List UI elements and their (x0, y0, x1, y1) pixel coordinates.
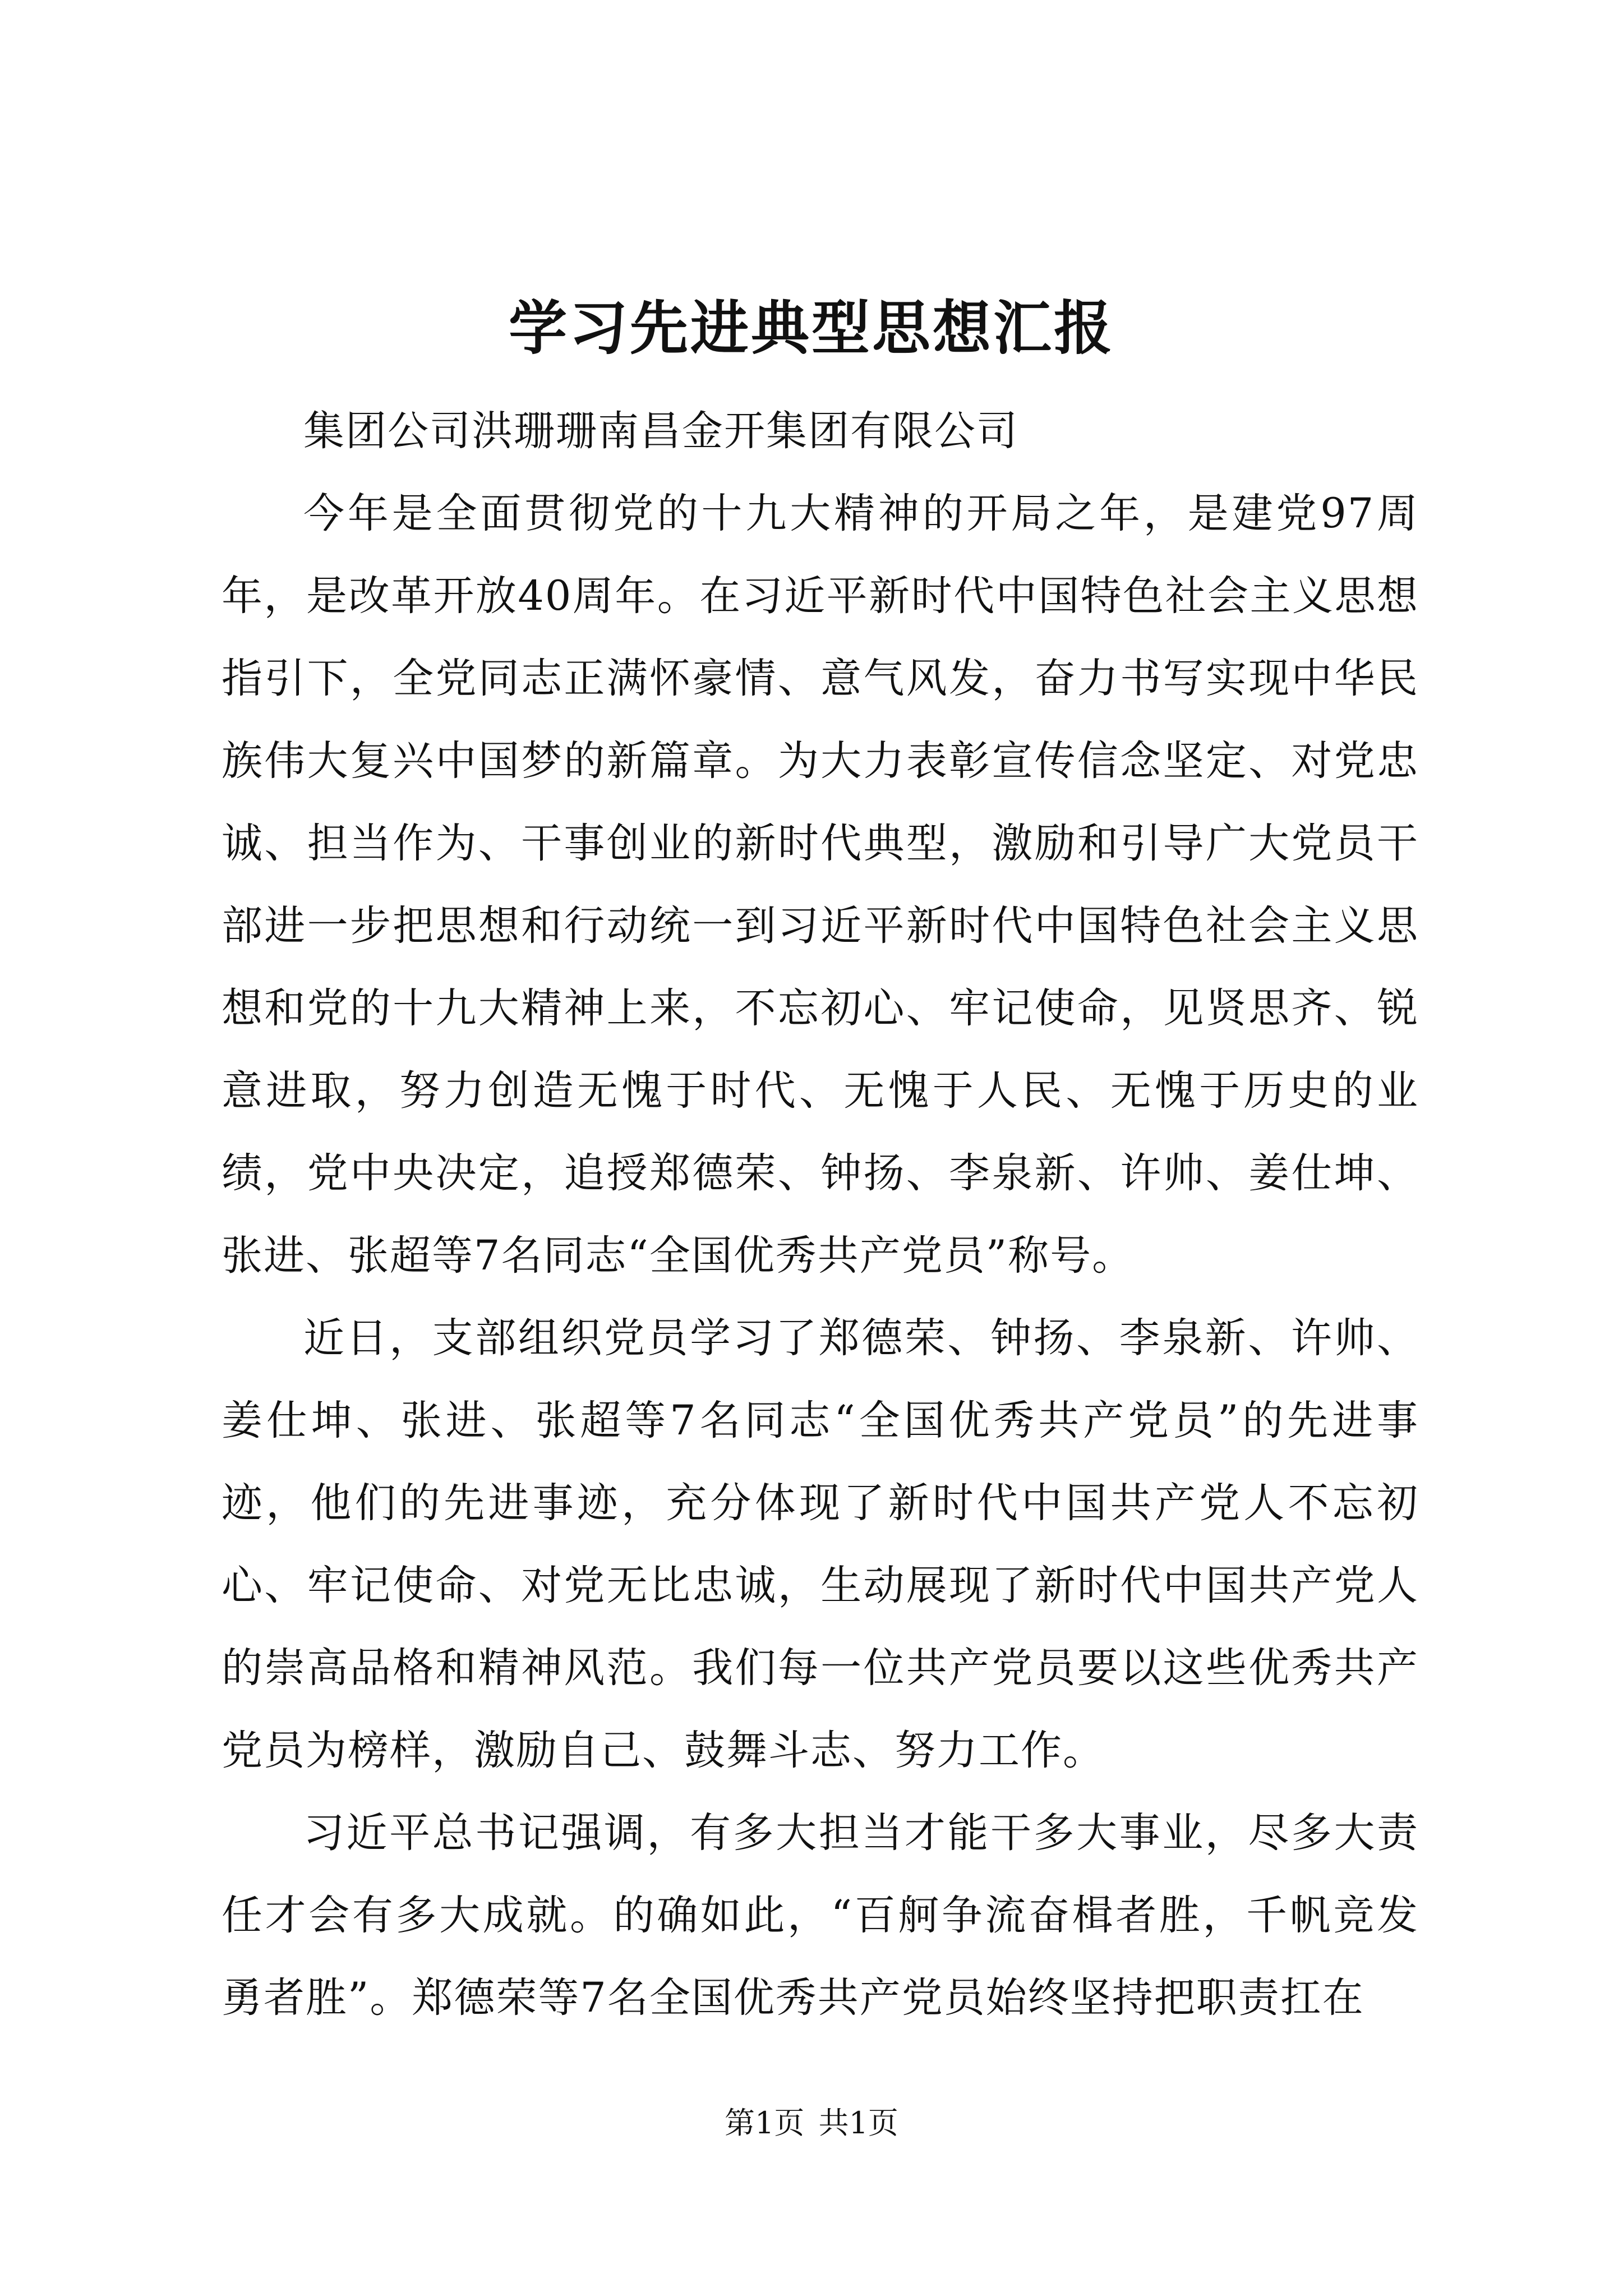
body-paragraph-1: 今年是全面贯彻党的十九大精神的开局之年，是建党97周年，是改革开放40周年。在习近平新时代中国特色社会主义思想指引下，全党同志正满怀豪情、意气风发，奋力书写实现中华民族伟大复兴中国梦的新篇章。为大力表彰宣传信念坚定、对党忠诚、担当作为、干事创业的新时代典型，激励和引导广大党员干部进一步把思想和行动统一到习近平新时代中国特色社会主义思想和党的十九大精神上来，不忘初心、牢记使命，见贤思齐、锐意进取，努力创造无愧于时代、无愧于人民、无愧于历史的业绩，党中央决定，追授郑德荣、钟扬、李泉新、许帅、姜仕坤、张进、张超等7名同志“全国优秀共产党员”称号。 (222, 490, 1419, 1280)
author-byline: 集团公司洪珊珊南昌金开集团有限公司 (303, 407, 1018, 455)
page-total: 共1页 (818, 2105, 898, 2141)
page-number: 第1页 (725, 2105, 805, 2141)
document-title: 学习先进典型思想汇报 (508, 293, 1114, 362)
body-paragraph-3: 习近平总书记强调，有多大担当才能干多大事业，尽多大责任才会有多大成就。的确如此，“百舸争流奋楫者胜，千帆竞发勇者胜”。郑德荣等7名全国优秀共产党员始终坚持把职责扛在 (222, 1809, 1419, 2022)
document-body (222, 390, 1419, 2039)
body-paragraph-2: 近日，支部组织党员学习了郑德荣、钟扬、李泉新、许帅、姜仕坤、张进、张超等7名同志“全国优秀共产党员”的先进事迹，他们的先进事迹，充分体现了新时代中国共产党人不忘初心、牢记使命、对党无比忠诚，生动展现了新时代中国共产党人的崇高品格和精神风范。我们每一位共产党员要以这些优秀共产党员为榜样，激励自己、鼓舞斗志、努力工作。 (222, 1314, 1419, 1774)
page-footer (0, 2104, 1623, 2143)
